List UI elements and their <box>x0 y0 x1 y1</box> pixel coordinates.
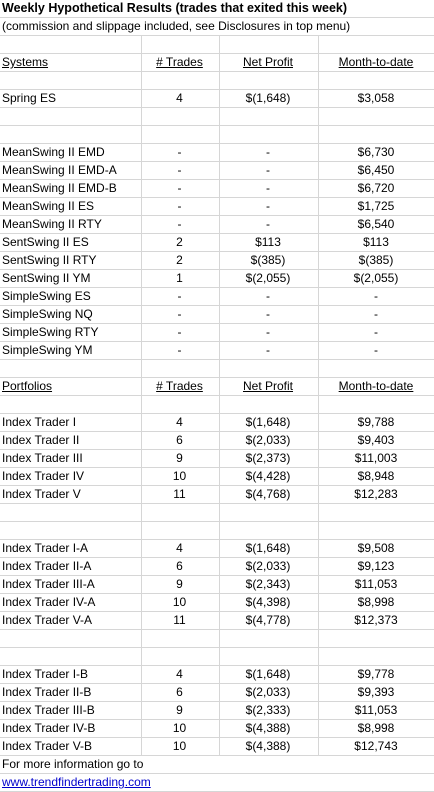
row-month-to-date: - <box>374 325 378 339</box>
row-net-profit: $(1,648) <box>245 415 291 429</box>
title-row <box>0 0 434 18</box>
footer-link-row <box>0 774 434 792</box>
row-name: Index Trader III <box>2 451 83 465</box>
subtitle-row <box>0 18 434 36</box>
row-trades: 4 <box>176 667 183 681</box>
row-net-profit: - <box>266 145 270 159</box>
row-net-profit: $(2,055) <box>245 271 291 285</box>
systems-column-header-cell <box>2 54 140 71</box>
table-row <box>0 90 434 108</box>
sheet-title: Weekly Hypothetical Results (trades that exited this week) <box>2 1 348 15</box>
row-net-profit: - <box>266 325 270 339</box>
results-table <box>0 36 434 756</box>
row-trades: 4 <box>176 415 183 429</box>
row-name: Index Trader II <box>2 433 80 447</box>
row-month-to-date: - <box>374 343 378 357</box>
column-divider <box>318 648 319 665</box>
row-net-profit: - <box>266 343 270 357</box>
column-divider <box>219 504 220 521</box>
row-month-to-date: $9,788 <box>357 415 395 429</box>
row-trades: 9 <box>176 703 183 717</box>
row-net-profit: $(4,388) <box>245 721 291 735</box>
row-name: Index Trader I-A <box>2 541 89 555</box>
trades-column-header-cell <box>141 378 218 395</box>
table-row <box>0 342 434 360</box>
column-divider <box>141 36 142 53</box>
table-row <box>0 252 434 270</box>
blank-row <box>0 72 434 90</box>
blank-row <box>0 108 434 126</box>
row-trades: - <box>177 145 182 159</box>
table-row <box>0 270 434 288</box>
row-trades: 9 <box>176 577 183 591</box>
row-name: SimpleSwing NQ <box>2 307 93 321</box>
row-trades: 6 <box>176 433 183 447</box>
table-row <box>0 162 434 180</box>
column-divider <box>318 360 319 377</box>
row-name: Index Trader I-B <box>2 667 89 681</box>
row-name: Index Trader V-B <box>2 739 93 753</box>
row-trades: - <box>177 289 182 303</box>
footer-info-row <box>0 756 434 774</box>
row-net-profit: $(1,648) <box>245 667 291 681</box>
table-row <box>0 414 434 432</box>
row-month-to-date: $9,508 <box>357 541 395 555</box>
row-net-profit: $(1,648) <box>245 541 291 555</box>
column-divider <box>219 522 220 539</box>
column-divider <box>219 396 220 413</box>
row-month-to-date: $9,403 <box>357 433 395 447</box>
row-trades: - <box>177 181 182 195</box>
table-row <box>0 234 434 252</box>
row-trades: - <box>177 343 182 357</box>
row-trades: 11 <box>173 613 186 627</box>
row-trades: 4 <box>176 541 183 555</box>
portfolios-header-row <box>0 378 434 396</box>
row-trades: 6 <box>176 559 183 573</box>
column-divider <box>219 360 220 377</box>
row-net-profit: $(2,373) <box>245 451 291 465</box>
row-trades: 1 <box>176 271 183 285</box>
column-divider <box>141 522 142 539</box>
row-month-to-date: $12,743 <box>354 739 398 753</box>
row-trades: 10 <box>172 721 187 735</box>
row-name: MeanSwing II RTY <box>2 217 102 231</box>
column-divider <box>141 648 142 665</box>
row-net-profit: - <box>266 307 270 321</box>
row-name: Index Trader III-A <box>2 577 95 591</box>
portfolios-column-header: Portfolios <box>2 379 53 393</box>
row-name: Index Trader IV <box>2 469 85 483</box>
table-row <box>0 468 434 486</box>
column-divider <box>219 126 220 143</box>
column-divider <box>141 630 142 647</box>
row-net-profit: $(2,033) <box>245 559 291 573</box>
table-row <box>0 666 434 684</box>
row-month-to-date: $1,725 <box>357 199 395 213</box>
row-trades: - <box>177 199 182 213</box>
row-name: SentSwing II YM <box>2 271 91 285</box>
table-row <box>0 576 434 594</box>
row-net-profit: $113 <box>255 235 281 249</box>
row-trades: - <box>177 307 182 321</box>
net-profit-column-header-cell <box>219 54 317 71</box>
table-row <box>0 324 434 342</box>
row-month-to-date: $(2,055) <box>353 271 399 285</box>
row-name: Index Trader V-A <box>2 613 93 627</box>
column-divider <box>318 36 319 53</box>
row-name: Index Trader V <box>2 487 81 501</box>
row-name: SimpleSwing ES <box>2 289 91 303</box>
table-row <box>0 594 434 612</box>
table-row <box>0 720 434 738</box>
row-net-profit: $(4,398) <box>245 595 291 609</box>
column-divider <box>318 126 319 143</box>
footer-info: For more information go to <box>2 757 144 771</box>
row-net-profit: $(4,388) <box>245 739 291 753</box>
row-month-to-date: $9,393 <box>357 685 395 699</box>
column-divider <box>318 522 319 539</box>
row-trades: 2 <box>176 235 183 249</box>
row-month-to-date: $(385) <box>358 253 394 267</box>
row-name: Index Trader III-B <box>2 703 95 717</box>
blank-row <box>0 648 434 666</box>
row-trades: 6 <box>176 685 183 699</box>
row-trades: 11 <box>173 487 186 501</box>
column-divider <box>318 396 319 413</box>
month-to-date-column-header: Month-to-date <box>338 55 414 69</box>
row-net-profit: $(385) <box>250 253 286 267</box>
month-to-date-column-header-cell <box>318 54 434 71</box>
systems-header-row <box>0 54 434 72</box>
trades-column-header: # Trades <box>156 55 203 69</box>
row-month-to-date: $12,373 <box>354 613 398 627</box>
row-net-profit: $(4,428) <box>245 469 291 483</box>
row-trades: 4 <box>176 91 183 105</box>
column-divider <box>141 108 142 125</box>
table-row <box>0 306 434 324</box>
table-row <box>0 144 434 162</box>
systems-column-header: Systems <box>2 55 49 69</box>
column-divider <box>141 396 142 413</box>
table-row <box>0 180 434 198</box>
row-trades: 10 <box>172 469 187 483</box>
blank-row <box>0 522 434 540</box>
row-trades: - <box>177 325 182 339</box>
table-row <box>0 738 434 756</box>
table-row <box>0 450 434 468</box>
month-to-date-column-header: Month-to-date <box>338 379 414 393</box>
row-name: Index Trader I <box>2 415 77 429</box>
net-profit-column-header: Net Profit <box>242 379 293 393</box>
row-name: SimpleSwing RTY <box>2 325 99 339</box>
row-name: Index Trader IV-A <box>2 595 96 609</box>
row-net-profit: - <box>266 181 270 195</box>
row-month-to-date: $11,003 <box>354 451 398 465</box>
column-divider <box>219 72 220 89</box>
table-row <box>0 702 434 720</box>
column-divider <box>318 108 319 125</box>
row-trades: - <box>177 217 182 231</box>
row-month-to-date: $11,053 <box>354 703 398 717</box>
blank-row <box>0 360 434 378</box>
blank-row <box>0 396 434 414</box>
website-link[interactable]: www.trendfindertrading.com <box>2 775 151 789</box>
row-month-to-date: $6,720 <box>357 181 395 195</box>
row-name: MeanSwing II ES <box>2 199 95 213</box>
row-trades: 10 <box>172 739 187 753</box>
row-net-profit: $(2,033) <box>245 433 291 447</box>
row-month-to-date: $9,778 <box>357 667 395 681</box>
row-trades: 10 <box>172 595 187 609</box>
row-name: Index Trader II-A <box>2 559 92 573</box>
row-month-to-date: $8,948 <box>357 469 395 483</box>
column-divider <box>219 648 220 665</box>
blank-row <box>0 36 434 54</box>
row-month-to-date: $3,058 <box>357 91 395 105</box>
row-trades: 2 <box>176 253 183 267</box>
column-divider <box>219 630 220 647</box>
row-name: SentSwing II ES <box>2 235 89 249</box>
row-trades: - <box>177 163 182 177</box>
row-net-profit: $(4,778) <box>245 613 291 627</box>
column-divider <box>141 504 142 521</box>
row-month-to-date: $9,123 <box>357 559 395 573</box>
blank-row <box>0 630 434 648</box>
net-profit-column-header: Net Profit <box>242 55 293 69</box>
table-row <box>0 198 434 216</box>
row-name: SimpleSwing YM <box>2 343 93 357</box>
row-name: MeanSwing II EMD-A <box>2 163 117 177</box>
row-month-to-date: - <box>374 307 378 321</box>
portfolios-column-header-cell <box>2 378 140 395</box>
table-row <box>0 486 434 504</box>
row-name: MeanSwing II EMD <box>2 145 105 159</box>
blank-row <box>0 504 434 522</box>
table-row <box>0 684 434 702</box>
table-row <box>0 288 434 306</box>
row-net-profit: $(2,033) <box>245 685 291 699</box>
table-row <box>0 540 434 558</box>
trades-column-header-cell <box>141 54 218 71</box>
row-name: Spring ES <box>2 91 57 105</box>
table-row <box>0 558 434 576</box>
row-month-to-date: - <box>374 289 378 303</box>
column-divider <box>141 126 142 143</box>
row-month-to-date: $6,730 <box>357 145 395 159</box>
row-net-profit: $(2,333) <box>245 703 291 717</box>
trades-column-header: # Trades <box>156 379 203 393</box>
column-divider <box>318 504 319 521</box>
table-row <box>0 432 434 450</box>
row-net-profit: $(1,648) <box>245 91 291 105</box>
row-month-to-date: $6,450 <box>357 163 395 177</box>
row-month-to-date: $11,053 <box>354 577 398 591</box>
column-divider <box>318 72 319 89</box>
row-month-to-date: $8,998 <box>357 721 395 735</box>
row-net-profit: - <box>266 217 270 231</box>
row-month-to-date: $113 <box>363 235 389 249</box>
row-net-profit: - <box>266 163 270 177</box>
row-net-profit: $(2,343) <box>245 577 291 591</box>
row-name: Index Trader IV-B <box>2 721 96 735</box>
blank-row <box>0 126 434 144</box>
column-divider <box>219 36 220 53</box>
row-name: MeanSwing II EMD-B <box>2 181 117 195</box>
table-row <box>0 216 434 234</box>
column-divider <box>318 630 319 647</box>
row-name: Index Trader II-B <box>2 685 92 699</box>
table-row <box>0 612 434 630</box>
row-month-to-date: $6,540 <box>357 217 395 231</box>
net-profit-column-header-cell <box>219 378 317 395</box>
row-month-to-date: $12,283 <box>354 487 398 501</box>
column-divider <box>141 72 142 89</box>
row-name: SentSwing II RTY <box>2 253 97 267</box>
column-divider <box>141 360 142 377</box>
row-month-to-date: $8,998 <box>357 595 395 609</box>
column-divider <box>219 108 220 125</box>
row-net-profit: - <box>266 289 270 303</box>
month-to-date-column-header-cell <box>318 378 434 395</box>
sheet-subtitle: (commission and slippage included, see Disclosures in top menu) <box>2 19 351 33</box>
row-trades: 9 <box>176 451 183 465</box>
row-net-profit: $(4,768) <box>245 487 291 501</box>
row-net-profit: - <box>266 199 270 213</box>
